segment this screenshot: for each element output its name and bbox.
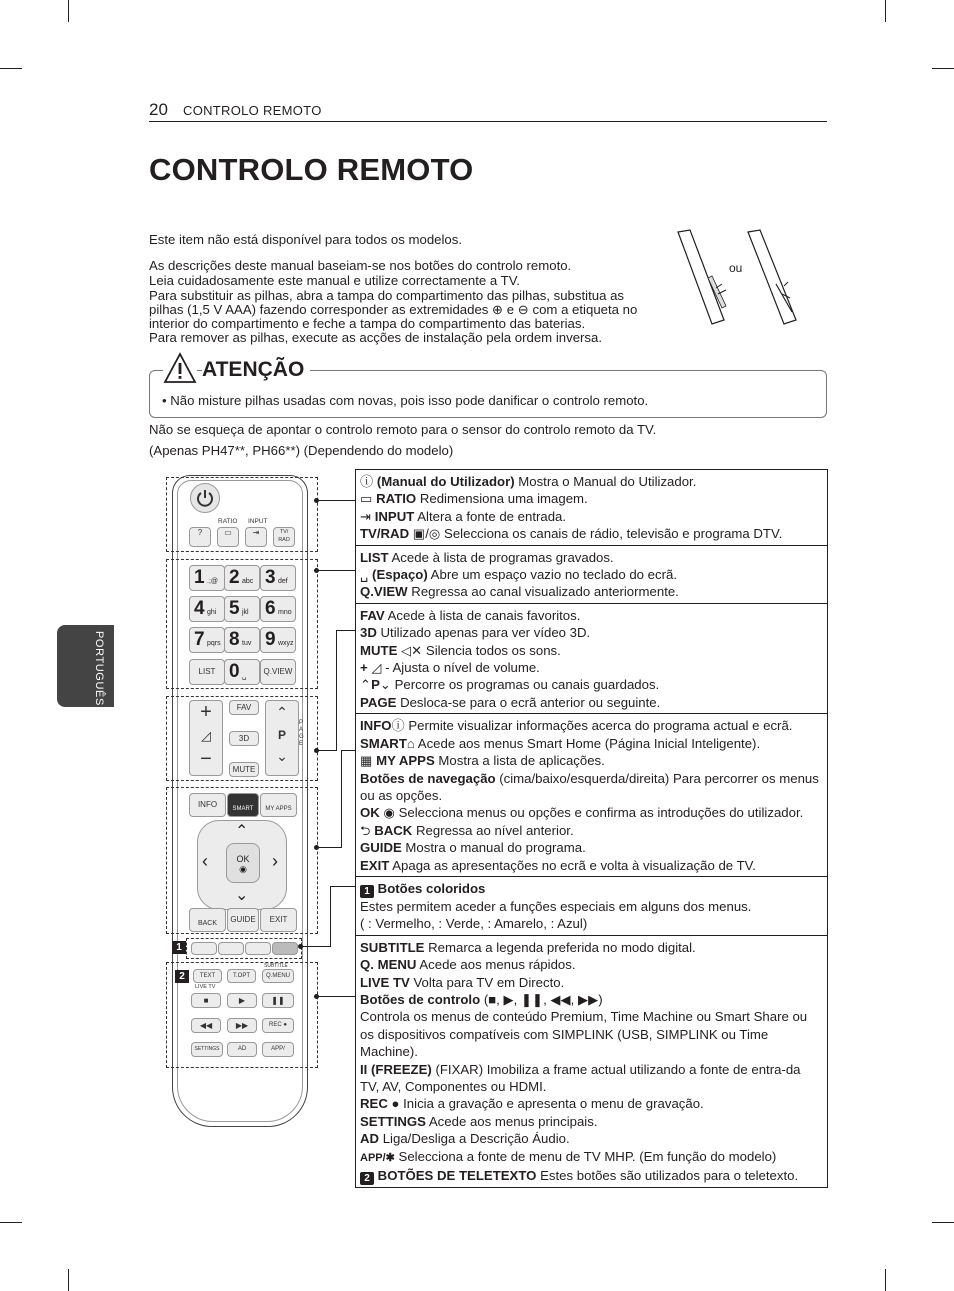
description-line <box>360 898 823 915</box>
description-text: (■, ▶, ❚❚, ◀◀, ▶▶) <box>480 991 603 1007</box>
mute-button[interactable]: MUTE <box>229 762 259 777</box>
connector-dot <box>314 748 319 753</box>
description-text: Acede aos menus Smart Home (Página Inicial Inteligente). <box>414 735 761 751</box>
pause-button[interactable] <box>262 993 294 1008</box>
description-line <box>360 939 823 956</box>
description-text: Redimensiona uma imagem. <box>416 491 588 507</box>
description-term: BOTÕES DE TELETEXTO <box>377 1168 537 1184</box>
number-key-7[interactable] <box>189 627 225 653</box>
back-button[interactable]: BACK <box>189 908 226 932</box>
number-key-6[interactable] <box>260 596 296 622</box>
description-text: Mostra a lista de aplicações. <box>434 753 605 769</box>
table-row-control-buttons <box>356 935 827 1187</box>
3d-button[interactable]: 3D <box>229 731 259 746</box>
key-digit: 0 <box>229 661 240 682</box>
description-line <box>360 915 823 932</box>
description-term: Botões de controlo <box>360 991 481 1007</box>
description-term: SMART <box>360 735 407 751</box>
ratio-icon: ▭ <box>360 491 377 507</box>
record-icon: ● <box>283 1022 287 1028</box>
key-letters: ghi <box>207 609 217 616</box>
description-line <box>360 974 823 991</box>
description-text: ( : Vermelho, : Verde, : Amarelo, : Azul) <box>360 916 588 932</box>
power-button[interactable] <box>190 483 220 513</box>
key-digit: 2 <box>229 567 240 588</box>
model-note: (Apenas PH47**, PH66**) (Dependendo do modelo) <box>149 443 454 458</box>
description-term: INPUT <box>374 508 415 524</box>
chevron-up-icon: ⌃ <box>276 704 288 720</box>
ok-label: OK <box>236 854 250 864</box>
subtitle-label: SUBTITLE <box>264 963 288 969</box>
ratio-button[interactable] <box>217 527 239 547</box>
play-icon: ▶ <box>238 996 246 1005</box>
description-line <box>360 1095 823 1112</box>
description-text: Selecciona os canais de rádio, televisão e programa DTV. <box>440 526 783 542</box>
fav-button[interactable]: FAV <box>229 700 259 715</box>
nav-up-icon[interactable]: ⌃ <box>235 823 249 840</box>
description-text: Liga/Desliga a Descrição Áudio. <box>379 1131 570 1147</box>
connector-dot <box>314 498 319 503</box>
description-line <box>360 735 823 752</box>
guide-button[interactable]: GUIDE <box>227 908 259 932</box>
connector-line <box>330 886 355 887</box>
ok-button[interactable] <box>226 843 260 883</box>
description-line <box>360 717 823 734</box>
tvrad-button[interactable]: TV/ RAD <box>273 527 295 547</box>
key-digit: 7 <box>194 629 205 650</box>
intro-line: Leia cuidadosamente este manual e utilize correctamente a TV. <box>149 273 520 288</box>
connector-line <box>336 630 355 631</box>
apps-grid-icon: ▦ <box>360 753 377 769</box>
description-line <box>360 525 823 542</box>
description-line <box>360 642 823 659</box>
number-key-9[interactable] <box>260 627 296 653</box>
chevron-down-icon: ⌄ <box>379 677 391 693</box>
info-button[interactable]: INFO <box>189 793 226 817</box>
description-text: ● Inicia a gravação e apresenta o menu de gravação. <box>387 1096 704 1112</box>
rewind-icon: ◀◀ <box>199 1021 213 1030</box>
description-text: Percorre os programas ou canais guardados. <box>390 677 660 693</box>
key-digit: 8 <box>229 629 240 650</box>
connector-line <box>316 500 355 501</box>
connector-dot <box>314 994 319 999</box>
description-line <box>360 508 823 525</box>
table-row-top-buttons <box>356 470 827 545</box>
description-term: SETTINGS <box>360 1113 426 1129</box>
battery-cover-illustration <box>672 228 804 328</box>
description-text: (FIXAR) Imobiliza a frame actual utilizando a fonte de entra-da TV, AV, Componentes ou HDMI. <box>360 1061 801 1094</box>
description-line <box>360 607 823 624</box>
connector-line <box>316 570 355 571</box>
badge-colored-buttons: 1 <box>360 885 374 898</box>
key-digit: 6 <box>265 598 276 619</box>
description-line <box>360 804 823 821</box>
description-line <box>360 1130 823 1147</box>
pause-icon: ❚❚ <box>271 996 285 1005</box>
crop-mark <box>68 0 69 22</box>
connector-line <box>336 630 337 751</box>
power-icon <box>191 484 219 512</box>
chevron-up-icon: ⌃ <box>360 677 372 693</box>
description-line <box>360 659 823 676</box>
table-row-navigation-buttons <box>356 713 827 876</box>
crop-mark <box>0 68 22 69</box>
description-term: MUTE <box>360 642 398 658</box>
intro-availability: Este item não está disponível para todos os modelos. <box>149 232 463 247</box>
description-term: LIVE TV <box>360 974 410 990</box>
ratio-icon: ▭ <box>224 528 232 537</box>
description-term: MY APPS <box>376 753 435 769</box>
nav-right-icon[interactable]: › <box>272 851 278 871</box>
table-row-number-buttons <box>356 545 827 603</box>
description-text: Remarca a legenda preferida no modo digital. <box>424 939 696 955</box>
description-text: Regressa ao nível anterior. <box>412 822 574 838</box>
badge-teletext-buttons: 2 <box>360 1172 374 1185</box>
description-line <box>360 1148 823 1167</box>
key-letters: .;@ <box>207 578 218 585</box>
description-term: INFO <box>360 718 392 734</box>
connector-line <box>316 750 336 751</box>
volume-icon: ◿ <box>201 728 211 743</box>
app-button[interactable]: APP/ <box>262 1042 294 1057</box>
intro-line: interior do compartimento e feche a tampa do compartimento das baterias. <box>149 316 586 331</box>
home-icon: ⌂ <box>406 735 415 751</box>
volume-icon: ◿ <box>367 660 382 676</box>
smart-button[interactable]: SMART <box>227 793 259 817</box>
info-icon: ⓘ <box>391 718 405 734</box>
space-icon: ␣ <box>360 567 373 583</box>
warning-text: • Não misture pilhas usadas com novas, pois isso pode danificar o controlo remoto. <box>162 393 649 408</box>
number-key-0[interactable] <box>224 659 260 685</box>
description-text: - Ajusta o nível de volume. <box>381 660 540 676</box>
intro-line: pilhas (1,5 V AAA) fazendo corresponder as extremidades ⊕ e ⊖ com a etiqueta no <box>149 302 638 317</box>
exit-button[interactable]: EXIT <box>260 908 297 932</box>
key-letters: wxyz <box>278 640 294 647</box>
description-text: Acede à lista de canais favoritos. <box>384 607 581 623</box>
description-line <box>360 1008 823 1060</box>
button-description-table <box>355 469 828 1188</box>
topt-button[interactable]: T.OPT <box>227 969 256 983</box>
ad-button[interactable]: AD <box>227 1042 257 1057</box>
description-text: Acede aos menus rápidos. <box>416 957 576 973</box>
rec-button[interactable] <box>262 1018 294 1033</box>
description-term: II (FREEZE) <box>360 1061 432 1077</box>
key-letters: mno <box>278 609 292 616</box>
volume-rocker[interactable] <box>189 700 223 776</box>
number-key-3[interactable] <box>260 565 296 591</box>
description-line <box>360 857 823 874</box>
connector-dot <box>298 944 303 949</box>
description-text: Estes permitem aceder a funções especiais em alguns dos menus. <box>360 898 752 914</box>
tv-radio-icon: ▣/◎ <box>409 526 441 542</box>
key-letters: jkl <box>242 609 249 616</box>
connector-dot <box>314 845 319 850</box>
crop-mark <box>932 68 954 69</box>
manual-icon: ? <box>197 528 203 537</box>
description-text: Utilizado apenas para ver vídeo 3D. <box>376 625 591 641</box>
fast-forward-button[interactable] <box>227 1018 257 1033</box>
blue-button[interactable] <box>272 942 298 955</box>
warning-triangle-icon <box>163 352 197 384</box>
connector-line <box>316 847 341 848</box>
description-term: Botões de navegação <box>360 770 496 786</box>
description-term: Botões coloridos <box>377 880 486 896</box>
description-text: Controla os menus de conteúdo Premium, Time Machine ou Smart Share ou os dispositivos compatíveis com SIMPLINK (USB, SIMPLINK ou Time Machine). <box>360 1009 808 1060</box>
description-text: Apaga as apresentações no ecrã e volta à visualização de TV. <box>389 857 756 873</box>
description-line <box>360 549 823 566</box>
input-label: INPUT <box>248 518 268 525</box>
description-term: P <box>371 677 380 693</box>
ratio-label: RATIO <box>218 518 238 525</box>
manual-icon: ⓘ <box>360 474 377 489</box>
text-button[interactable]: TEXT <box>193 969 222 983</box>
description-term: SUBTITLE <box>360 939 425 955</box>
page-label: PAGE <box>299 720 304 747</box>
settings-button[interactable]: SETTINGS <box>191 1042 223 1057</box>
number-key-4[interactable] <box>189 596 225 622</box>
user-manual-button[interactable] <box>189 527 211 547</box>
description-term: + <box>360 660 368 676</box>
stop-button[interactable] <box>191 993 221 1008</box>
description-term: (Espaço) <box>372 567 428 583</box>
description-line <box>360 752 823 769</box>
green-button[interactable] <box>218 942 244 955</box>
connector-line <box>341 750 342 848</box>
page-number: 20 <box>149 100 168 119</box>
connector-line <box>330 886 331 947</box>
description-term: EXIT <box>360 857 390 873</box>
stop-icon: ■ <box>203 996 209 1005</box>
3d-icon: 3D <box>360 625 377 641</box>
input-icon: ⇥ <box>252 528 260 537</box>
description-line <box>360 566 823 583</box>
number-key-8[interactable] <box>224 627 260 653</box>
rewind-button[interactable] <box>191 1018 221 1033</box>
connector-line <box>316 996 355 997</box>
description-text: Desloca-se para o ecrã anterior ou seguinte. <box>396 694 661 710</box>
space-icon: ␣ <box>242 673 247 680</box>
list-button[interactable]: LIST <box>189 659 225 685</box>
rec-label: REC <box>269 1022 282 1028</box>
chevron-down-icon: ⌄ <box>276 748 288 764</box>
description-text: Selecciona menus ou opções e confirma as introduções do utilizador. <box>394 805 804 821</box>
nav-left-icon[interactable]: ‹ <box>202 851 208 871</box>
description-term: Q.VIEW <box>360 584 408 600</box>
description-term: RATIO <box>376 491 417 507</box>
volume-down-icon: − <box>200 748 212 770</box>
description-line <box>360 880 823 898</box>
section-header: CONTROLO REMOTO <box>183 103 322 118</box>
header-rule <box>149 121 827 122</box>
intro-line: As descrições deste manual baseiam-se nos botões do controlo remoto. <box>149 258 572 273</box>
description-line <box>360 694 823 711</box>
key-digit: 4 <box>194 598 205 619</box>
description-term: Q. MENU <box>360 957 417 973</box>
description-text: Regressa ao canal visualizado anteriormente. <box>407 584 679 600</box>
qmenu-button[interactable]: Q.MENU <box>262 969 294 983</box>
connector-line <box>341 750 355 751</box>
key-digit: 5 <box>229 598 240 619</box>
crop-mark <box>885 1269 886 1291</box>
volume-up-icon: + <box>200 701 212 723</box>
description-line <box>360 1167 823 1185</box>
program-rocker[interactable] <box>265 700 299 776</box>
description-line <box>360 473 823 490</box>
description-line <box>360 770 823 805</box>
number-key-2[interactable] <box>224 565 260 591</box>
description-text: Volta para TV em Directo. <box>409 974 565 990</box>
myapps-button[interactable]: MY APPS <box>260 793 297 817</box>
key-letters: tuv <box>242 640 252 647</box>
crop-mark <box>932 1222 954 1223</box>
page-title: CONTROLO REMOTO <box>149 152 474 187</box>
key-digit: 1 <box>194 567 205 588</box>
input-button[interactable] <box>245 527 267 547</box>
table-row-colored-buttons <box>356 876 827 935</box>
warning-title: ATENÇÃO <box>202 358 310 382</box>
yellow-button[interactable] <box>245 942 271 955</box>
description-line <box>360 1113 823 1130</box>
description-line <box>360 583 823 600</box>
nav-down-icon[interactable]: ⌄ <box>235 887 249 904</box>
description-text: Mostra o Manual do Utilizador. <box>514 474 697 489</box>
red-button[interactable] <box>191 942 217 955</box>
description-term: GUIDE <box>360 840 402 856</box>
description-term: FAV <box>360 607 385 623</box>
description-term: BACK <box>374 822 413 838</box>
intro-line: Para remover as pilhas, execute as acções de instalação pela ordem inversa. <box>149 330 603 345</box>
description-text: Silencia todos os sons. <box>422 642 561 658</box>
program-label: P <box>277 728 286 742</box>
livetv-label: LIVE TV <box>195 984 216 990</box>
description-text: Acede aos menus principais. <box>425 1113 598 1129</box>
description-line <box>360 956 823 973</box>
key-letters: pqrs <box>207 640 221 647</box>
description-line <box>360 624 823 641</box>
intro-line: Para substituir as pilhas, abra a tampa do compartimento das pilhas, substitua as <box>149 288 625 303</box>
badge-teletext-buttons: 2 <box>175 970 189 983</box>
play-button[interactable] <box>227 993 257 1008</box>
language-tab-label: PORTUGUÊS <box>93 631 105 706</box>
key-digit: 9 <box>265 629 276 650</box>
description-text: Estes botões são utilizados para o teletexto. <box>536 1168 799 1184</box>
description-text: Altera a fonte de entrada. <box>414 508 567 524</box>
aim-note: Não se esqueça de apontar o controlo remoto para o sensor do controlo remoto da TV. <box>149 422 657 437</box>
description-term: APP/✱ <box>360 1151 395 1164</box>
description-term: (Manual do Utilizador) <box>376 474 515 489</box>
description-text: Acede à lista de programas gravados. <box>388 549 614 565</box>
description-text: Abre um espaço vazio no teclado do ecrã. <box>427 567 677 583</box>
crop-mark <box>68 1269 69 1291</box>
connector-line <box>300 946 330 947</box>
description-line <box>360 991 823 1008</box>
description-term: AD <box>360 1131 380 1147</box>
description-term: PAGE <box>360 694 397 710</box>
crop-mark <box>0 1222 22 1223</box>
table-row-volume-buttons <box>356 603 827 713</box>
description-line <box>360 1061 823 1096</box>
ok-icon: ◉ <box>379 805 395 821</box>
description-text: Mostra o manual do programa. <box>401 840 586 856</box>
mute-icon: ◁✕ <box>397 642 423 658</box>
fast-forward-icon: ▶▶ <box>235 1021 249 1030</box>
ok-icon: ◉ <box>239 864 247 874</box>
description-text: (cima/baixo/esquerda/direita) Para percorrer os menus ou as opções. <box>360 770 819 803</box>
back-arrow-icon: ⮌ <box>360 822 375 838</box>
description-term: LIST <box>360 549 389 565</box>
description-term: OK <box>360 805 380 821</box>
description-line <box>360 822 823 839</box>
crop-mark <box>885 0 886 22</box>
number-key-5[interactable] <box>224 596 260 622</box>
or-label: ou <box>729 261 743 275</box>
language-tab <box>57 625 114 707</box>
badge-colored-buttons: 1 <box>172 941 186 954</box>
number-key-1[interactable] <box>189 565 225 591</box>
description-term: TV/RAD <box>360 526 410 542</box>
description-text: Selecciona a fonte de menu de TV MHP. (Em função do modelo) <box>394 1148 777 1164</box>
description-text: Permite visualizar informações acerca do programa actual e ecrã. <box>404 718 793 734</box>
description-line <box>360 839 823 856</box>
description-line <box>360 676 823 693</box>
connector-dot <box>314 568 319 573</box>
description-term: REC <box>360 1096 388 1112</box>
input-icon: ⇥ <box>360 508 375 524</box>
key-letters: def <box>278 578 288 585</box>
description-line <box>360 490 823 507</box>
qview-button[interactable]: Q.VIEW <box>260 659 296 685</box>
key-letters: abc <box>242 578 254 585</box>
key-digit: 3 <box>265 567 276 588</box>
